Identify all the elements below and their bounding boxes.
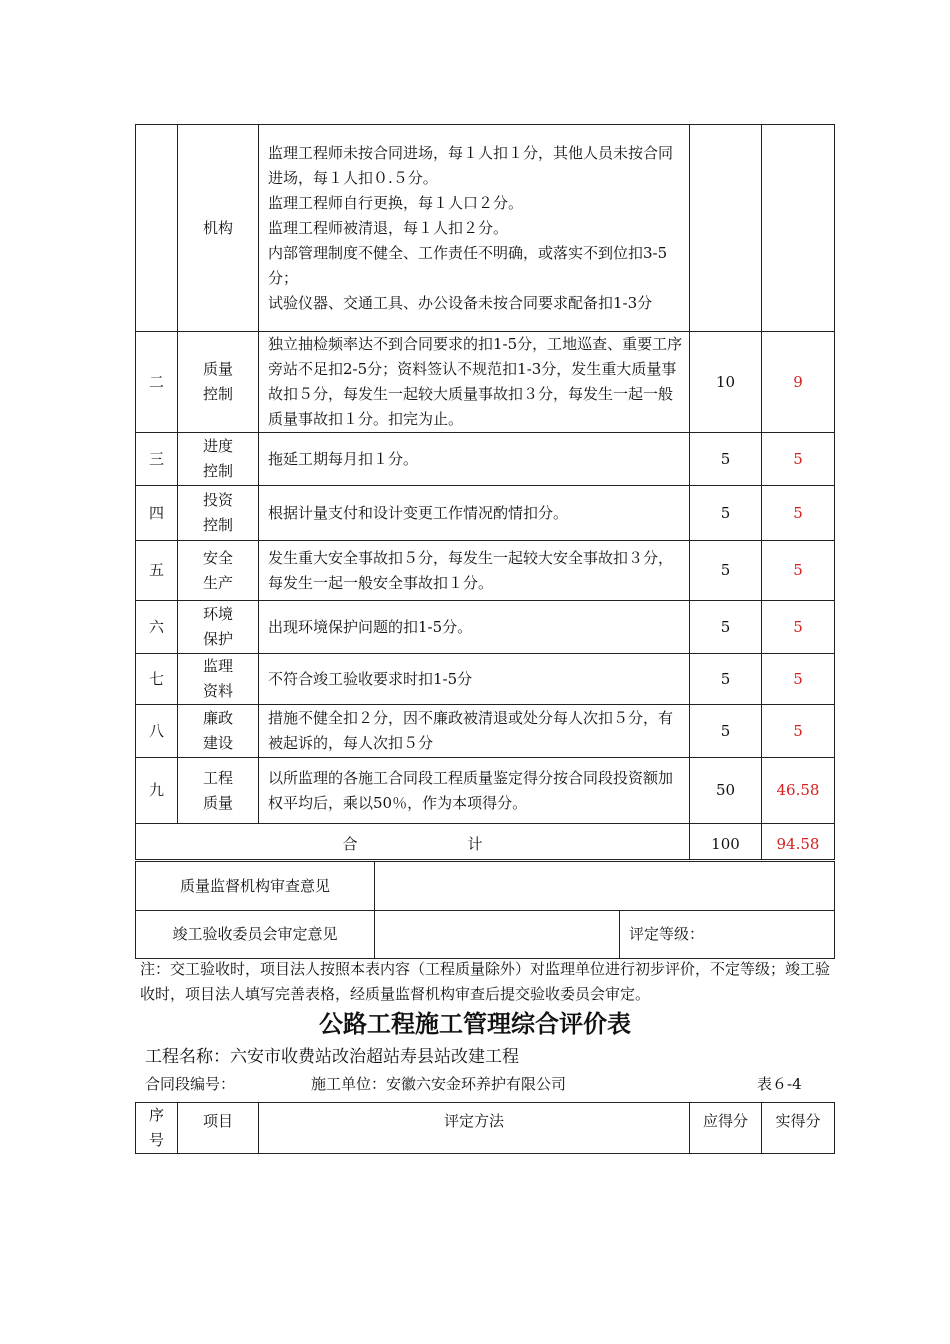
- total-actual-score: 94.58: [762, 824, 835, 860]
- header-full-score: 应得分: [690, 1103, 762, 1154]
- total-label: [136, 824, 690, 860]
- header-actual-score: 实得分: [762, 1103, 835, 1154]
- row-item-line: 质量: [202, 793, 233, 812]
- row-full-score: 5: [690, 486, 762, 541]
- row-item-line: 控制: [202, 385, 233, 403]
- row-number: 六: [136, 601, 178, 654]
- row-method-line: 独立抽检频率达不到合同要求的扣1-5分，工地巡查、重要工序旁站不足扣2-5分；资料签认不规范扣1-3分，发生重大质量事故扣５分，每发生一起较大质量事故扣３分，每发生一起一般质量事故扣１分。扣完为止。: [268, 335, 683, 428]
- row-item: [178, 705, 259, 758]
- evaluation-row: [136, 705, 835, 758]
- row-actual-score: 5: [762, 654, 835, 705]
- acceptance-review-label: 竣工验收委员会审定意见: [136, 911, 375, 959]
- table-note: 注：交工验收时，项目法人按照本表内容（工程质量除外）对监理单位进行初步评价，不定等级；竣工验收时，项目法人填写完善表格，经质量监督机构审查后提交验收委员会审定。: [140, 960, 831, 1003]
- quality-review-row: [136, 862, 835, 911]
- row-method-line: 发生重大安全事故扣５分，每发生一起较大安全事故扣３分，每发生一起一般安全事故扣１分。: [268, 548, 674, 592]
- row-full-score: 5: [690, 601, 762, 654]
- row-method: [259, 332, 690, 433]
- row-item-line: 进度: [202, 437, 233, 455]
- row-item-line: 安全: [202, 548, 233, 567]
- evaluation-row: [136, 758, 835, 824]
- review-opinion-table: [135, 861, 835, 959]
- row-item-line: 机构: [202, 218, 233, 237]
- row-item: [178, 332, 259, 433]
- quality-review-value: [375, 862, 835, 911]
- row-number: 五: [136, 541, 178, 601]
- row-item-line: 控制: [202, 462, 233, 480]
- total-full-score: 100: [690, 824, 762, 860]
- row-method-line: 以所监理的各施工合同段工程质量鉴定得分按合同段投资额加权平均后，乘以50％，作为本项得分。: [268, 768, 674, 812]
- evaluation-row: [136, 541, 835, 601]
- header-item: 项目: [178, 1103, 259, 1154]
- row-method-line: 监理工程师自行更换，每１人口２分。: [268, 193, 524, 212]
- row-item-line: 质量: [202, 360, 233, 378]
- row-full-score: 5: [690, 541, 762, 601]
- row-method: [259, 758, 690, 824]
- row-item: [178, 433, 259, 486]
- acceptance-review-value: [375, 911, 620, 959]
- row-method-line: 措施不健全扣２分，因不廉政被清退或处分每人次扣５分，有被起诉的，每人次扣５分: [268, 709, 674, 752]
- row-method-line: 拖延工期每月扣１分。: [268, 449, 419, 468]
- row-full-score: [690, 125, 762, 332]
- row-item-line: 资料: [202, 682, 233, 700]
- supervision-evaluation-table: [135, 124, 835, 860]
- row-full-score: 10: [690, 332, 762, 433]
- total-label-a: 合: [342, 835, 358, 853]
- row-number: 九: [136, 758, 178, 824]
- total-label-b: 计: [467, 835, 483, 853]
- row-method-line: 内部管理制度不健全、工作责任不明确，或落实不到位扣3-5分；: [268, 243, 668, 287]
- row-item: [178, 125, 259, 332]
- row-method: [259, 486, 690, 541]
- header-row: [136, 1103, 835, 1154]
- row-actual-score: 5: [762, 541, 835, 601]
- header-no: [136, 1103, 178, 1154]
- header-method: 评定方法: [259, 1103, 690, 1154]
- grade-label: 评定等级：: [620, 911, 835, 959]
- contract-number-label: 合同段编号：: [145, 1075, 236, 1093]
- row-item: [178, 486, 259, 541]
- row-actual-score: 9: [762, 332, 835, 433]
- evaluation-row: [136, 125, 835, 332]
- header-no-line-2: 号: [148, 1131, 164, 1149]
- row-actual-score: 5: [762, 601, 835, 654]
- row-number: 四: [136, 486, 178, 541]
- row-item-line: 投资: [202, 491, 233, 509]
- row-item: [178, 654, 259, 705]
- row-item-line: 建设: [202, 734, 233, 752]
- row-method-line: 监理工程师未按合同进场，每１人扣１分，其他人员未按合同进场，每１人扣０.５分。: [268, 143, 674, 187]
- form-number: 表６-4: [757, 1075, 802, 1093]
- form-title: 公路工程施工管理综合评价表: [319, 1010, 631, 1038]
- row-item-line: 工程: [202, 768, 233, 787]
- row-method-line: 监理工程师被清退，每１人扣２分。: [268, 218, 509, 237]
- row-method: [259, 541, 690, 601]
- row-full-score: 5: [690, 654, 762, 705]
- header-no-line-1: 序: [148, 1106, 164, 1124]
- evaluation-row: [136, 433, 835, 486]
- row-item-line: 生产: [202, 573, 233, 592]
- evaluation-row: [136, 654, 835, 705]
- evaluation-row: [136, 332, 835, 433]
- row-item-line: 廉政: [202, 709, 233, 727]
- project-name: 工程名称：六安市收费站改治超站寿县站改建工程: [145, 1047, 519, 1067]
- construction-evaluation-header-table: [135, 1102, 835, 1154]
- row-method-line: 试验仪器、交通工具、办公设备未按合同要求配备扣1-3分: [268, 293, 653, 312]
- row-method: [259, 125, 690, 332]
- row-method: [259, 601, 690, 654]
- row-number: 七: [136, 654, 178, 705]
- row-method: [259, 705, 690, 758]
- row-item: [178, 541, 259, 601]
- row-method: [259, 654, 690, 705]
- row-item: [178, 601, 259, 654]
- row-actual-score: 5: [762, 705, 835, 758]
- row-number: 八: [136, 705, 178, 758]
- acceptance-review-row: [136, 911, 835, 959]
- row-actual-score: 46.58: [762, 758, 835, 824]
- evaluation-row: [136, 601, 835, 654]
- total-row: [136, 824, 835, 860]
- row-number: 三: [136, 433, 178, 486]
- row-actual-score: 5: [762, 433, 835, 486]
- row-item: [178, 758, 259, 824]
- row-full-score: 5: [690, 433, 762, 486]
- row-item-line: 控制: [202, 516, 233, 534]
- row-method: [259, 433, 690, 486]
- row-method-line: 不符合竣工验收要求时扣1-5分: [268, 669, 473, 688]
- quality-review-label: 质量监督机构审查意见: [136, 862, 375, 911]
- row-item-line: 环境: [202, 605, 233, 623]
- row-item-line: 保护: [202, 630, 233, 648]
- row-full-score: 5: [690, 705, 762, 758]
- row-actual-score: [762, 125, 835, 332]
- row-number: [136, 125, 178, 332]
- row-actual-score: 5: [762, 486, 835, 541]
- row-full-score: 50: [690, 758, 762, 824]
- row-method-line: 出现环境保护问题的扣1-5分。: [268, 617, 473, 636]
- row-item-line: 监理: [202, 657, 233, 675]
- contractor-name: 施工单位：安徽六安金环养护有限公司: [311, 1075, 567, 1093]
- evaluation-row: [136, 486, 835, 541]
- row-number: 二: [136, 332, 178, 433]
- row-method-line: 根据计量支付和设计变更工作情况酌情扣分。: [268, 503, 569, 522]
